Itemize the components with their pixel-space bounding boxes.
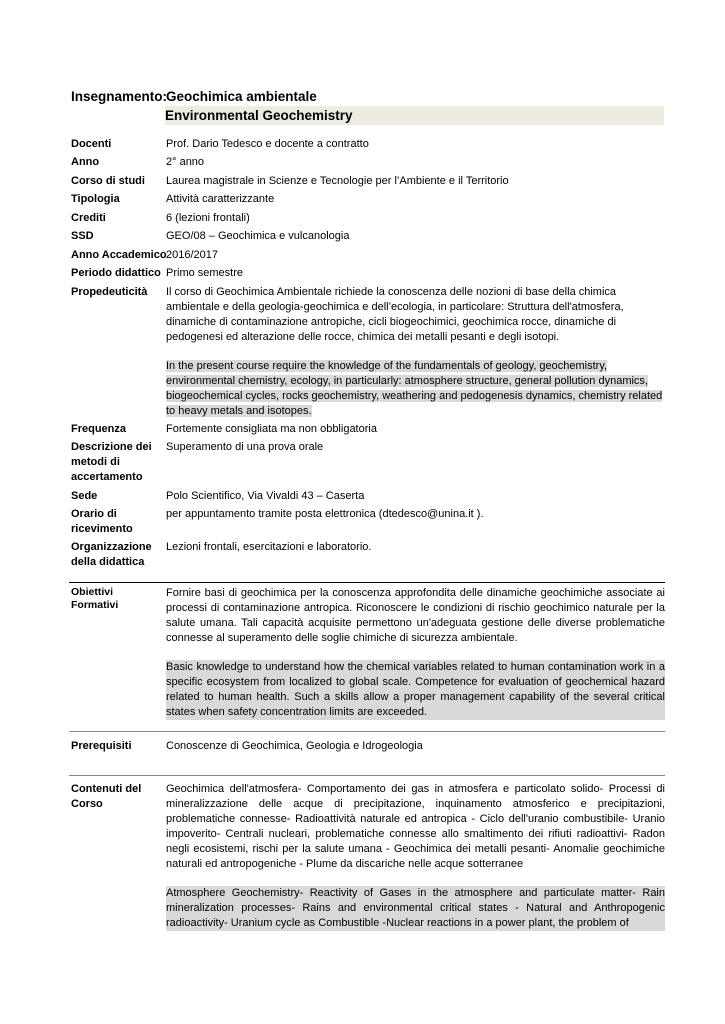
course-title-en: Environmental Geochemistry [165, 106, 664, 125]
value-prerequisiti: Conoscenze di Geochimica, Geologia e Idrogeologia [166, 740, 423, 752]
value-periodo: Primo semestre [166, 267, 244, 279]
label-organizzazione: Organizzazione della didattica [71, 541, 152, 568]
value-contenuti-it: Geochimica dell'atmosfera- Comportamento dei gas in atmosfera e particolato solido- Processi di mineralizzazione delle acque di precipitazione, inquinamento atmosferico e precipitazioni, problematiche connesse- Radioattività naturale ed antropica - Ciclo dell'uranio combustibile- Uranio impoverito- Centrali nucleari, problematiche connesse allo smaltimento dei rifiuti radioattivi- Radon negli ecosistemi, rischi per la salute umana - Geochimica dei metalli pesanti- Anomalie geochimiche naturali ed antropogeniche - Plume da discariche nelle acque sotterranee [166, 783, 665, 870]
label-crediti: Crediti [71, 212, 106, 224]
value-orario: per appuntamento tramite posta elettronica (dtedesco@unina.it ). [166, 508, 484, 520]
value-docenti: Prof. Dario Tedesco e docente a contratto [166, 138, 369, 150]
value-obiettivi-it: Fornire basi di geochimica per la conoscenza approfondita delle dinamiche geochimiche associate ai processi di contaminazione antropica. Riconoscere le condizioni di rischio geochimico naturale per la salute umana. Tali capacità acquisite permettono un'adeguata gestione delle diverse problematiche connesse al superamento delle soglie chimiche di sicurezza ambientale. [166, 587, 665, 644]
label-anno-accademico: Anno Accademico [71, 249, 167, 261]
value-crediti: 6 (lezioni frontali) [166, 212, 250, 224]
label-contenuti: Contenuti del Corso [71, 783, 142, 810]
value-obiettivi-en: Basic knowledge to understand how the chemical variables related to human contamination work in a specific ecosystem from localized to global scale. Competence for evaluation of geochemical hazard related to human health. Such a skills allow a proper management capability of the several critical states when safety concentration limits are exceeded. [166, 661, 665, 718]
label-orario: Orario di ricevimento [71, 508, 133, 535]
value-propedeuticita-en: In the present course require the knowledge of the fundamentals of geology, geochemistry, environmental chemistry, ecology, in particularly: atmosphere structure, general pollution dynamics, biogeochemical cycles, rocks geochemistry, weathering and pedogenesis dynamics, chemistry related to heavy metals and isotopes. [166, 360, 663, 417]
label-periodo: Periodo didattico [71, 267, 161, 279]
label-frequenza: Frequenza [71, 423, 127, 435]
insegnamento-label: Insegnamento: [71, 89, 168, 104]
label-tipologia: Tipologia [71, 193, 120, 205]
value-anno-accademico: 2016/2017 [166, 249, 218, 261]
value-frequenza: Fortemente consigliata ma non obbligatoria [166, 423, 377, 435]
label-corso: Corso di studi [71, 175, 145, 187]
value-ssd: GEO/08 – Geochimica e vulcanologia [166, 230, 350, 242]
label-obiettivi: Obiettivi Formativi [71, 586, 119, 611]
value-propedeuticita-it: Il corso di Geochimica Ambientale richiede la conoscenza delle nozioni di base della chimica ambientale e della geologia-geochimica e dell’ecologia, in particolare: Struttura dell'atmosfera, dinamiche di contaminazione antropiche, cicli biogeochimici, geochimica rocce, dinamiche di pedogenesi ed alterazione delle rocce, chimica dei metalli pesanti e degli isotopi. [166, 286, 624, 343]
label-ssd: SSD [71, 230, 94, 242]
course-title-it: Geochimica ambientale [166, 89, 317, 104]
label-docenti: Docenti [71, 138, 112, 150]
value-anno: 2° anno [166, 156, 205, 168]
row-propedeuticita [71, 285, 665, 419]
value-organizzazione: Lezioni frontali, esercitazioni e laboratorio. [166, 541, 372, 553]
value-propedeuticita-en-wrap [166, 359, 665, 419]
value-tipologia: Attività caratterizzante [166, 193, 275, 205]
label-prerequisiti: Prerequisiti [71, 740, 132, 752]
section-divider [69, 582, 665, 583]
label-propedeuticita: Propedeuticità [71, 286, 148, 298]
value-corso: Laurea magistrale in Scienze e Tecnologie per l’Ambiente e il Territorio [166, 175, 509, 187]
value-sede: Polo Scientifico, Via Vivaldi 43 – Caserta [166, 490, 365, 502]
section-divider [69, 775, 665, 776]
label-anno: Anno [71, 156, 100, 168]
value-accertamento: Superamento di una prova orale [166, 441, 324, 453]
label-sede: Sede [71, 490, 98, 502]
label-accertamento: Descrizione dei metodi di accertamento [71, 441, 152, 483]
section-divider [69, 731, 665, 732]
value-contenuti-en: Atmosphere Geochemistry- Reactivity of Gases in the atmosphere and particulate matter- Rain mineralization processes- Rains and environmental critical states - Natural and Anthropogenic radioactivity- Uranium cycle as Combustible -Nuclear reactions in a power plant, the problem of [166, 887, 665, 929]
